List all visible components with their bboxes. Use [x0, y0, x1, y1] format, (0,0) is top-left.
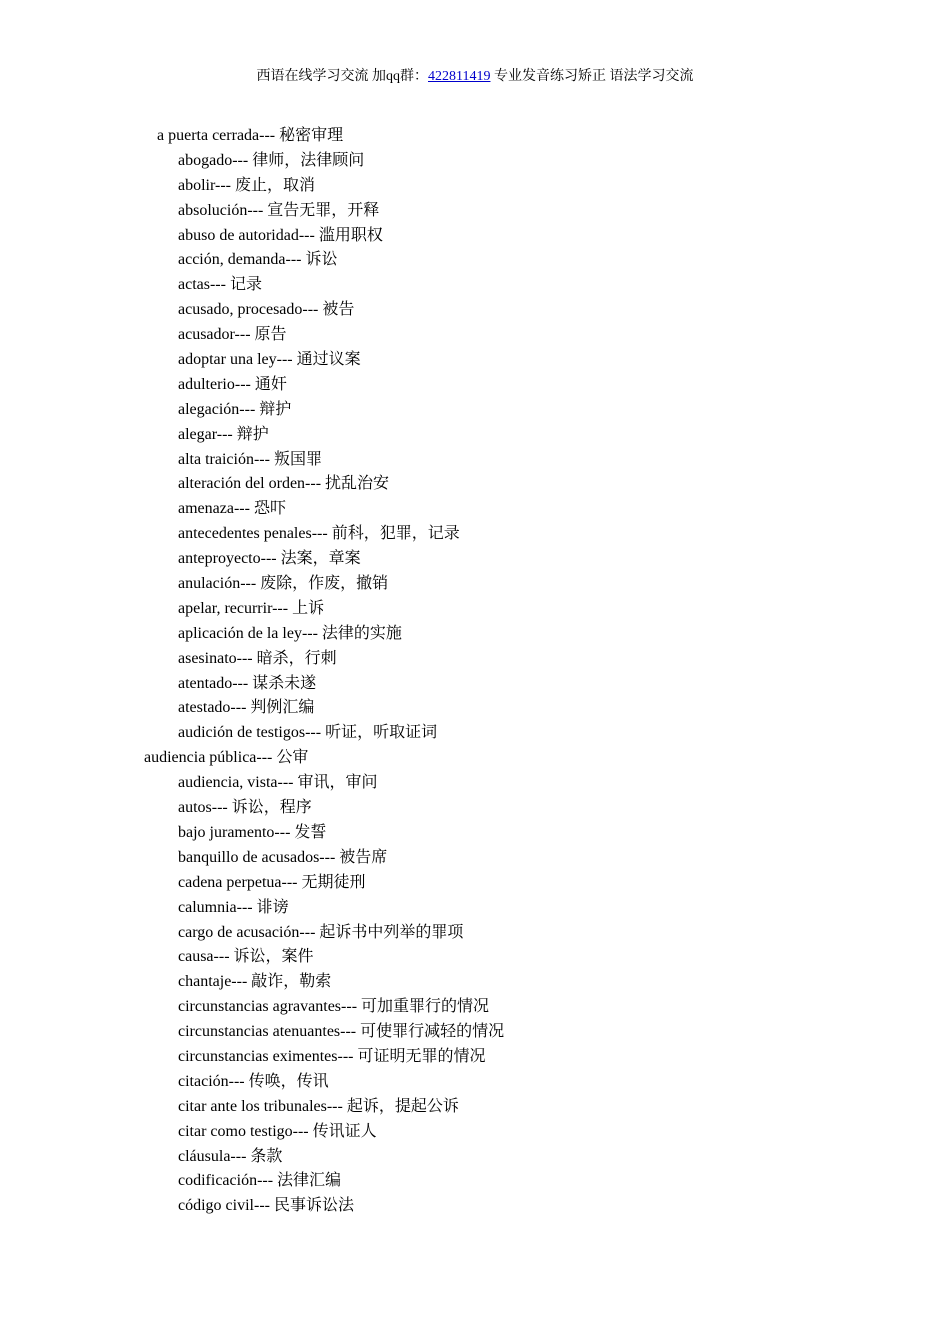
glossary-entry: audición de testigos--- 听证，听取证词: [178, 724, 438, 742]
glossary-entry: audiencia, vista--- 审讯，审问: [178, 774, 378, 792]
glossary-entry: banquillo de acusados--- 被告席: [178, 848, 388, 866]
glossary-entry: a puerta cerrada--- 秘密审理: [157, 127, 344, 144]
glossary-entry: acción, demanda--- 诉讼: [178, 251, 338, 269]
glossary-entry: acusado, procesado--- 被告: [178, 301, 355, 319]
glossary-entry: alta traición--- 叛国罪: [178, 450, 322, 468]
qq-group-link[interactable]: 422811419: [428, 69, 491, 84]
glossary-entry: circunstancias atenuantes--- 可使罪行减轻的情况: [178, 1023, 505, 1041]
glossary-entry: chantaje--- 敲诈，勒索: [178, 973, 332, 991]
glossary-entry: alteración del orden--- 扰乱治安: [178, 475, 390, 493]
glossary-entry: causa--- 诉讼，案件: [178, 948, 314, 966]
glossary-entry: citar como testigo--- 传讯证人: [178, 1122, 377, 1140]
glossary-entry: cláusula--- 条款: [178, 1147, 283, 1165]
glossary-entry: calumnia--- 诽谤: [178, 898, 289, 916]
glossary-entry: amenaza--- 恐吓: [178, 500, 286, 518]
glossary-entry: abogado--- 律师，法律顾问: [178, 151, 365, 169]
glossary-entry: atentado--- 谋杀未遂: [178, 674, 317, 692]
glossary-entry: anulación--- 废除，作废，撤销: [178, 575, 389, 593]
glossary-entry: anteproyecto--- 法案，章案: [178, 550, 361, 568]
glossary-entry: citación--- 传唤，传讯: [178, 1072, 329, 1090]
glossary-entry: código civil--- 民事诉讼法: [178, 1197, 354, 1215]
glossary-entry: atestado--- 判例汇编: [178, 699, 315, 717]
glossary-entry: audiencia pública--- 公审: [144, 749, 309, 767]
glossary-entry: citar ante los tribunales--- 起诉，提起公诉: [178, 1097, 459, 1115]
glossary-list: [0, 124, 950, 1219]
glossary-entry: alegar--- 辩护: [178, 425, 269, 443]
glossary-entry: abuso de autoridad--- 滥用职权: [178, 226, 383, 244]
header-prefix: 西语在线学习交流 加qq群：: [256, 69, 428, 84]
glossary-entry: cadena perpetua--- 无期徒刑: [178, 873, 366, 891]
glossary-entry: absolución--- 宣告无罪，开释: [178, 201, 380, 219]
glossary-entry: apelar, recurrir--- 上诉: [178, 599, 325, 617]
glossary-entry: circunstancias eximentes--- 可证明无罪的情况: [178, 1047, 486, 1065]
glossary-entry: cargo de acusación--- 起诉书中列举的罪项: [178, 923, 464, 941]
glossary-entry: codificación--- 法律汇编: [178, 1172, 342, 1190]
glossary-entry: alegación--- 辩护: [178, 400, 292, 418]
glossary-entry: acusador--- 原告: [178, 326, 287, 344]
glossary-entry: adulterio--- 通奸: [178, 375, 287, 393]
glossary-entry: bajo juramento--- 发誓: [178, 823, 327, 841]
glossary-entry: adoptar una ley--- 通过议案: [178, 351, 361, 369]
header-suffix: 专业发音练习矫正 语法学习交流: [490, 69, 694, 84]
glossary-entry: abolir--- 废止，取消: [178, 176, 315, 194]
glossary-entry: actas--- 记录: [178, 276, 262, 294]
page-header: [0, 68, 950, 86]
glossary-entry: antecedentes penales--- 前科，犯罪，记录: [178, 525, 460, 543]
glossary-entry: autos--- 诉讼，程序: [178, 799, 312, 817]
glossary-entry: asesinato--- 暗杀，行刺: [178, 649, 337, 667]
glossary-entry: circunstancias agravantes--- 可加重罪行的情况: [178, 998, 490, 1016]
glossary-entry: aplicación de la ley--- 法律的实施: [178, 624, 402, 642]
